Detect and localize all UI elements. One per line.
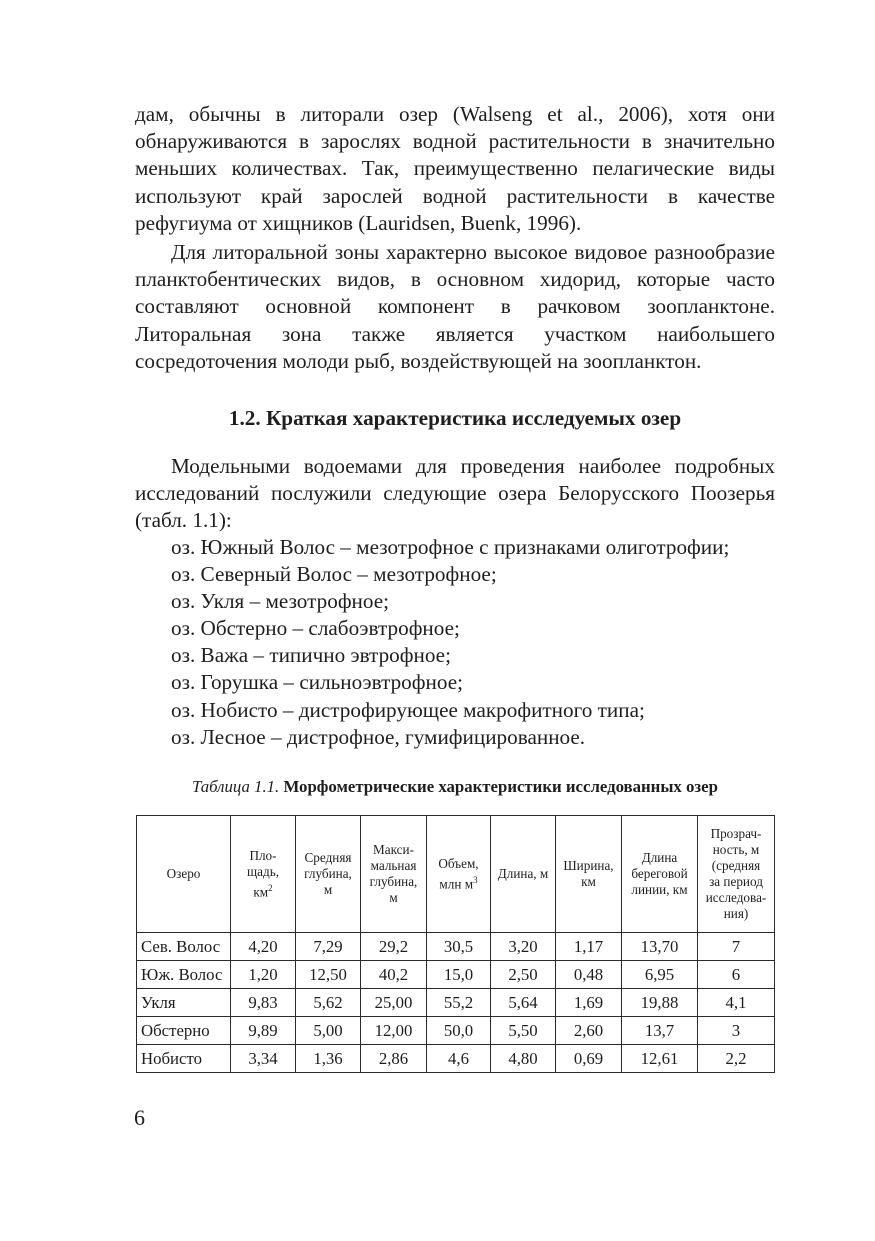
list-item: оз. Северный Волос – мезотрофное;	[171, 562, 497, 587]
cell-volume: 15,0	[427, 961, 491, 989]
col-header-width: Ширина, км	[556, 816, 622, 933]
cell-transparency: 3	[698, 1017, 775, 1045]
list-item: оз. Важа – типично эвтрофное;	[171, 643, 451, 668]
body-text	[135, 101, 775, 375]
cell-lake: Сев. Волос	[137, 933, 231, 961]
cell-transparency: 6	[698, 961, 775, 989]
cell-lake: Укля	[137, 989, 231, 1017]
col-header-length: Длина, м	[491, 816, 556, 933]
col-header-max-depth: Макси- мальная глубина, м	[361, 816, 427, 933]
col-header-lake: Озеро	[137, 816, 231, 933]
cell-length: 2,50	[491, 961, 556, 989]
cell-max-depth: 12,00	[361, 1017, 427, 1045]
table-row	[137, 961, 775, 989]
cell-mean-depth: 5,00	[296, 1017, 361, 1045]
cell-transparency: 2,2	[698, 1045, 775, 1073]
table-caption	[135, 776, 775, 798]
cell-max-depth: 2,86	[361, 1045, 427, 1073]
cell-mean-depth: 5,62	[296, 989, 361, 1017]
cell-area: 9,83	[231, 989, 296, 1017]
cell-volume: 30,5	[427, 933, 491, 961]
cell-shoreline: 12,61	[622, 1045, 698, 1073]
cell-area: 9,89	[231, 1017, 296, 1045]
cell-lake: Юж. Волос	[137, 961, 231, 989]
cell-mean-depth: 12,50	[296, 961, 361, 989]
cell-volume: 55,2	[427, 989, 491, 1017]
cell-shoreline: 6,95	[622, 961, 698, 989]
cell-length: 3,20	[491, 933, 556, 961]
table-row	[137, 933, 775, 961]
cell-width: 1,69	[556, 989, 622, 1017]
cell-width: 0,48	[556, 961, 622, 989]
cell-transparency: 7	[698, 933, 775, 961]
list-item: оз. Обстерно – слабоэвтрофное;	[171, 616, 460, 641]
col-header-transparency: Прозрач- ность, м (средняя за период исследова- ния)	[698, 816, 775, 933]
morphometry-table	[136, 815, 775, 1073]
cell-max-depth: 29,2	[361, 933, 427, 961]
cell-width: 2,60	[556, 1017, 622, 1045]
list-item: оз. Горушка – сильноэвтрофное;	[171, 670, 463, 695]
list-item: оз. Нобисто – дистрофирующее макрофитного типа;	[171, 697, 645, 722]
cell-shoreline: 19,88	[622, 989, 698, 1017]
cell-area: 3,34	[231, 1045, 296, 1073]
table-row	[137, 989, 775, 1017]
cell-lake: Нобисто	[137, 1045, 231, 1073]
cell-width: 0,69	[556, 1045, 622, 1073]
intro-text	[135, 453, 775, 535]
col-header-volume: Объем, млн $м^3$	[427, 816, 491, 933]
table-row	[137, 1017, 775, 1045]
paragraph-2: Для литоральной зоны характерно высокое видовое разнообразие планктобентических видов, в основном хидорид, которые часто составляют основной компонент в рачковом зоопланктоне. Литоральная зона также является участком наибольшего сосредоточения молоди рыб, воздействующей на зоопланктон.	[135, 240, 775, 373]
cell-area: 4,20	[231, 933, 296, 961]
page-number: 6	[134, 1105, 145, 1130]
table-row	[137, 1045, 775, 1073]
intro-paragraph: Модельными водоемами для проведения наиболее подробных исследований послужили следующие озера Белорусского Поозерья (табл. 1.1):	[135, 454, 775, 533]
list-item: оз. Южный Волос – мезотрофное с признаками олиготрофии;	[171, 535, 730, 559]
cell-max-depth: 40,2	[361, 961, 427, 989]
cell-volume: 50,0	[427, 1017, 491, 1045]
col-header-area: Пло- щадь, $км^2$	[231, 816, 296, 933]
cell-mean-depth: 7,29	[296, 933, 361, 961]
cell-area: 1,20	[231, 961, 296, 989]
col-header-mean-depth: Средняя глубина, м	[296, 816, 361, 933]
cell-lake: Обстерно	[137, 1017, 231, 1045]
cell-length: 4,80	[491, 1045, 556, 1073]
cell-length: 5,64	[491, 989, 556, 1017]
cell-mean-depth: 1,36	[296, 1045, 361, 1073]
cell-shoreline: 13,70	[622, 933, 698, 961]
paragraph-1: дам, обычны в литорали озер (Walseng et al., 2006), хотя они обнаруживаются в зарослях водной растительности в значительно меньших количествах. Так, преимущественно пелагические виды используют край зарослей водной растительности в качестве рефугиума от хищников (Lauridsen, Buenk, 1996).	[135, 102, 775, 235]
cell-length: 5,50	[491, 1017, 556, 1045]
col-header-shoreline: Длина береговой линии, км	[622, 816, 698, 933]
section-heading: 1.2. Краткая характеристика исследуемых озер	[228, 406, 682, 430]
table-caption-title: Морфометрические характеристики исследованных озер	[283, 777, 718, 796]
cell-max-depth: 25,00	[361, 989, 427, 1017]
table-header-row	[137, 816, 775, 933]
cell-shoreline: 13,7	[622, 1017, 698, 1045]
cell-transparency: 4,1	[698, 989, 775, 1017]
cell-volume: 4,6	[427, 1045, 491, 1073]
lake-list	[171, 534, 791, 751]
list-item: оз. Укля – мезотрофное;	[171, 589, 390, 614]
list-item: оз. Лесное – дистрофное, гумифицированное.	[171, 724, 586, 749]
cell-width: 1,17	[556, 933, 622, 961]
table-caption-label: Таблица 1.1.	[192, 777, 280, 796]
